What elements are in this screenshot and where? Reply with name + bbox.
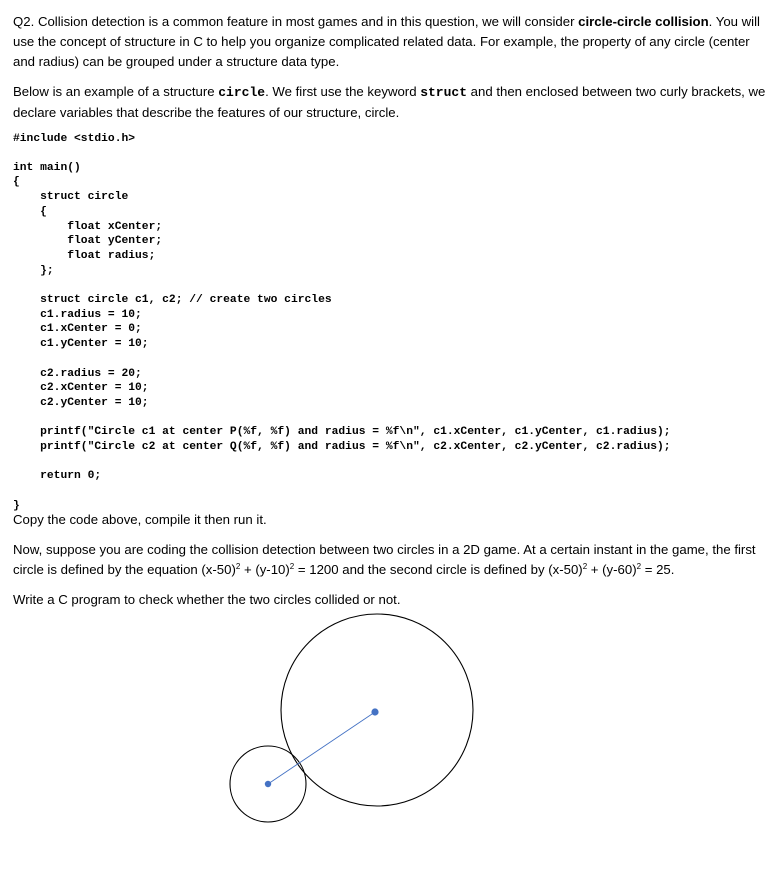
code-line: c1.radius = 10; <box>13 308 142 321</box>
exponent: 2 <box>235 561 241 571</box>
exponent: 2 <box>289 561 295 571</box>
code-block-struct <box>13 161 773 279</box>
code-line: { <box>13 176 20 189</box>
example-text-2: . We first use the keyword <box>265 84 421 99</box>
code-line: float radius; <box>13 249 156 262</box>
scenario-paragraph <box>13 540 773 580</box>
code-line: }; <box>13 264 54 277</box>
inline-code-circle: circle <box>218 85 266 100</box>
scenario-text: Now, suppose you are coding the collision detection between two circles in a 2D game. At a certain instant in the game, the first circle is defined by the equation (x-50) <box>13 541 756 577</box>
code-line: printf("Circle c2 at center Q(%f, %f) and radius = %f\n", c2.xCenter, c2.yCenter, c2.radius); <box>13 441 671 454</box>
code-line: struct circle <box>13 191 129 204</box>
code-line: c2.yCenter = 10; <box>13 396 149 409</box>
center-connector-line <box>268 712 375 784</box>
intro-bold-term: circle-circle collision <box>578 14 709 29</box>
structure-example-paragraph <box>13 82 773 123</box>
code-line: c1.xCenter = 0; <box>13 323 142 336</box>
code-line: float xCenter; <box>13 220 163 233</box>
scenario-text-4: + (y-60) <box>587 561 637 577</box>
code-block-c2 <box>13 367 773 411</box>
inline-code-struct: struct <box>420 85 468 100</box>
example-text-3: and then enclosed between two curly brackets, we declare variables that describe the features of our structure, circle. <box>13 84 766 120</box>
code-include: #include <stdio.h> <box>13 133 136 145</box>
task-instruction: Write a C program to check whether the two circles collided or not. <box>13 591 401 607</box>
scenario-text-5: = 25. <box>641 561 675 577</box>
exponent: 2 <box>582 561 588 571</box>
question-label: Q2. <box>13 14 35 29</box>
code-closing-brace: } <box>13 499 20 512</box>
intro-text-end: . You will use the concept of structure in C to help you organize complicated related data. For example, the property of any circle (center and radius) can be grouped under a structure data type. <box>13 14 760 69</box>
small-circle <box>230 746 306 822</box>
code-line: c2.xCenter = 10; <box>13 382 149 395</box>
copy-instruction: Copy the code above, compile it then run it. <box>13 511 267 527</box>
scenario-text-3: = 1200 and the second circle is defined by (x-50) <box>294 561 583 577</box>
question-document <box>13 12 773 610</box>
code-line: { <box>13 205 47 218</box>
code-block-c1 <box>13 293 773 352</box>
large-circle-center-dot <box>371 708 378 715</box>
small-circle-center-dot <box>265 781 271 787</box>
scenario-text-2: + (y-10) <box>240 561 290 577</box>
code-line: struct circle c1, c2; // create two circles <box>13 294 332 307</box>
large-circle <box>281 614 473 806</box>
exponent: 2 <box>636 561 642 571</box>
intro-text: Collision detection is a common feature in most games and in this question, we will consider <box>37 14 579 29</box>
code-line: float yCenter; <box>13 235 163 248</box>
code-line: printf("Circle c1 at center P(%f, %f) and radius = %f\n", c1.xCenter, c1.yCenter, c1.radius); <box>13 426 671 439</box>
code-return: return 0; <box>13 470 102 483</box>
example-text: Below is an example of a structure <box>13 84 219 99</box>
code-line: int main() <box>13 161 81 174</box>
code-block-printf <box>13 425 773 454</box>
code-line: c2.radius = 20; <box>13 367 142 380</box>
question-intro <box>13 12 773 72</box>
code-line: c1.yCenter = 10; <box>13 338 149 351</box>
